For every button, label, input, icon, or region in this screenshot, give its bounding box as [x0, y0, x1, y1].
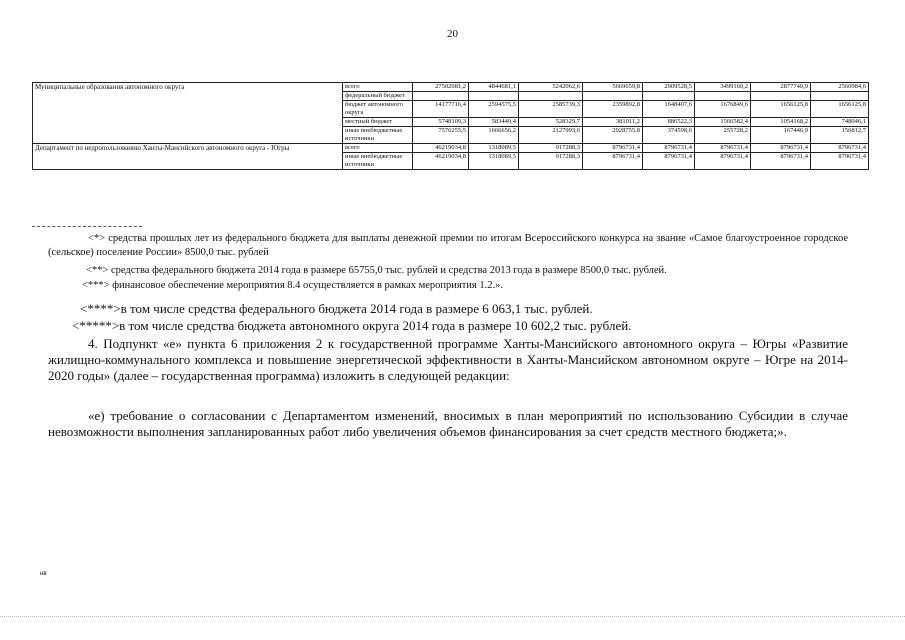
amount-cell: 2585739,3: [519, 101, 583, 118]
amount-cell: 8796731,4: [583, 144, 643, 153]
amount-cell: 2909528,5: [643, 83, 695, 92]
amount-cell: 528329,7: [519, 118, 583, 127]
amount-cell: 374598,6: [643, 127, 695, 144]
amount-cell: 156812,7: [811, 127, 869, 144]
paragraph-new-wording: «е) требование о согласовании с Департаментом изменений, вносимых в план мероприятий по использованию Субсидии в случае невозможности выполнения запланированных работ либо увеличения объемов финансирования за счет средств местного бюджета;».: [48, 408, 848, 439]
funding-source-cell: всего: [343, 83, 413, 92]
amount-cell: 8796731,4: [751, 144, 811, 153]
amount-cell: 5748109,3: [413, 118, 469, 127]
footnote-4: <****>в том числе средства федерального бюджета 2014 года в размере 6 063,1 тыс. рублей.: [80, 301, 593, 316]
amount-cell: [469, 92, 519, 101]
amount-cell: 1676849,6: [695, 101, 751, 118]
amount-cell: [519, 92, 583, 101]
amount-cell: 5669659,8: [583, 83, 643, 92]
footnote-3: <***> финансовое обеспечение мероприятия 8.4 осуществляется в рамках мероприятия 1.2.».: [82, 280, 503, 291]
document-mark: нв: [40, 571, 47, 577]
funding-source-cell: местный бюджет: [343, 118, 413, 127]
amount-cell: [643, 92, 695, 101]
amount-cell: 1648407,6: [643, 101, 695, 118]
footnote-1: <*> средства прошлых лет из федерального бюджета для выплаты денежной премии по итогам Всероссийского конкурса на звание «Самое благоустроенное городское (сельское) поселение России» 8500,0 тыс. рублей: [48, 233, 848, 258]
amount-cell: 2127993,6: [519, 127, 583, 144]
org-name-cell: Департамент по недропользованию Ханты-Мансийского автономного округа - Югры: [33, 144, 343, 170]
amount-cell: 4844681,1: [469, 83, 519, 92]
scan-artifact-line: [0, 616, 905, 617]
amount-cell: 8796731,4: [751, 153, 811, 170]
amount-cell: 7576255,5: [413, 127, 469, 144]
footnote-separator: [32, 226, 142, 227]
amount-cell: 1318089,5: [469, 144, 519, 153]
amount-cell: [583, 92, 643, 101]
amount-cell: 8796731,4: [811, 144, 869, 153]
amount-cell: 2359892,8: [583, 101, 643, 118]
page-number: 20: [447, 28, 458, 40]
amount-cell: 5242062,6: [519, 83, 583, 92]
funding-source-cell: всего: [343, 144, 413, 153]
amount-cell: 1054168,2: [751, 118, 811, 127]
amount-cell: 2877740,9: [751, 83, 811, 92]
table-row: [33, 83, 869, 92]
amount-cell: 1666656,2: [469, 127, 519, 144]
amount-cell: 8796731,4: [695, 144, 751, 153]
amount-cell: 46219034,8: [413, 153, 469, 170]
amount-cell: 14177716,4: [413, 101, 469, 118]
amount-cell: 27502081,2: [413, 83, 469, 92]
amount-cell: 917288,3: [519, 153, 583, 170]
amount-cell: 8796731,4: [643, 144, 695, 153]
amount-cell: 46219034,8: [413, 144, 469, 153]
amount-cell: 167446,9: [751, 127, 811, 144]
amount-cell: 2928755,8: [583, 127, 643, 144]
budget-table-body: [33, 83, 869, 170]
amount-cell: 1656125,8: [751, 101, 811, 118]
amount-cell: 255728,2: [695, 127, 751, 144]
amount-cell: 2560984,6: [811, 83, 869, 92]
amount-cell: 886522,3: [643, 118, 695, 127]
amount-cell: [413, 92, 469, 101]
amount-cell: 381011,2: [583, 118, 643, 127]
footnote-5: <*****>в том числе средства бюджета автономного округа 2014 года в размере 10 602,2 тыс. рублей.: [72, 318, 632, 333]
amount-cell: 917288,3: [519, 144, 583, 153]
amount-cell: 8796731,4: [583, 153, 643, 170]
funding-source-cell: федеральный бюджет: [343, 92, 413, 101]
amount-cell: 2594575,5: [469, 101, 519, 118]
amount-cell: [811, 92, 869, 101]
table-row: [33, 144, 869, 153]
budget-table: [32, 82, 869, 170]
amount-cell: [695, 92, 751, 101]
amount-cell: 3499160,2: [695, 83, 751, 92]
amount-cell: 8796731,4: [695, 153, 751, 170]
amount-cell: 583449,4: [469, 118, 519, 127]
amount-cell: 8796731,4: [643, 153, 695, 170]
amount-cell: 1656125,8: [811, 101, 869, 118]
amount-cell: [751, 92, 811, 101]
paragraph-amendment: 4. Подпункт «е» пункта 6 приложения 2 к государственной программе Ханты-Мансийского автономного округа – Югры «Развитие жилищно-коммунального комплекса и повышение энергетической эффективности в Ханты-Мансийском автономном округе – Югре на 2014-2020 годы» (далее – государственная программа) изложить в следующей редакции:: [48, 336, 848, 383]
amount-cell: 1318089,5: [469, 153, 519, 170]
footnote-2: <**> средства федерального бюджета 2014 года в размере 65755,0 тыс. рублей и средства 2013 года в размере 8500,0 тыс. рублей.: [86, 265, 667, 276]
funding-source-cell: бюджет автономного округа: [343, 101, 413, 118]
org-name-cell: Муниципальные образования автономного округа: [33, 83, 343, 144]
funding-source-cell: иные внебюджетные источники: [343, 127, 413, 144]
amount-cell: 8796731,4: [811, 153, 869, 170]
amount-cell: 1566582,4: [695, 118, 751, 127]
funding-source-cell: иные внебюджетные источники: [343, 153, 413, 170]
amount-cell: 748046,1: [811, 118, 869, 127]
